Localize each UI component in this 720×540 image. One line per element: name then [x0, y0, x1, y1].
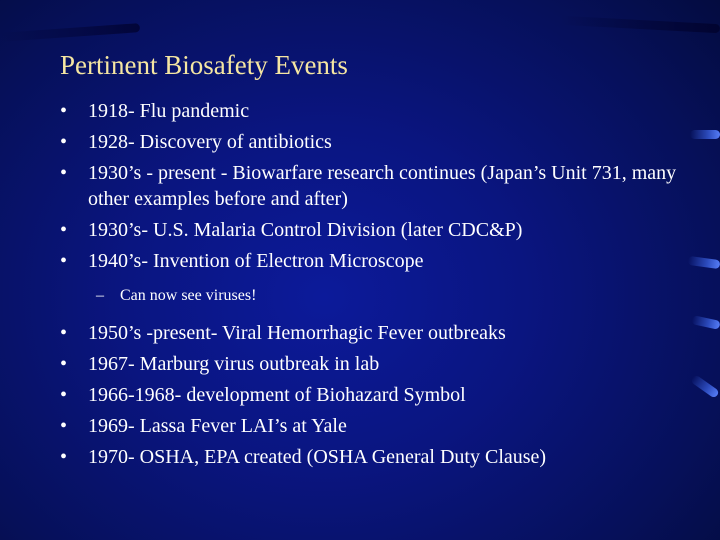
- bullet-text: 1940’s- Invention of Electron Microscope: [88, 250, 424, 272]
- bullet-text: 1969- Lassa Fever LAI’s at Yale: [88, 415, 347, 437]
- bullet-text: 1930’s - present - Biowarfare research continues (Japan’s Unit 731, many other examples before and after): [88, 162, 677, 210]
- bullet-item: [60, 444, 700, 470]
- sub-bullet-marker: –: [96, 287, 104, 304]
- bullet-text: 1930’s- U.S. Malaria Control Division (later CDC&P): [88, 219, 523, 241]
- sub-bullet-item: [60, 284, 700, 308]
- bullet-marker: •: [60, 384, 68, 406]
- bullet-text: 1950’s -present- Viral Hemorrhagic Fever outbreaks: [88, 322, 506, 344]
- slide-title: Pertinent Biosafety Events: [60, 50, 348, 80]
- bullet-item: [60, 320, 700, 346]
- bullet-item: [60, 382, 700, 408]
- decorative-streak: [560, 16, 720, 33]
- bullet-marker: •: [60, 162, 68, 184]
- bullet-item: [60, 160, 700, 212]
- bullet-text: 1928- Discovery of antibiotics: [88, 131, 332, 153]
- bullet-list: [60, 98, 700, 475]
- bullet-marker: •: [60, 100, 68, 122]
- bullet-text: 1918- Flu pandemic: [88, 100, 250, 122]
- bullet-item: [60, 351, 700, 377]
- bullet-text: 1970- OSHA, EPA created (OSHA General Duty Clause): [88, 446, 547, 468]
- bullet-text: 1966-1968- development of Biohazard Symbol: [88, 384, 466, 406]
- bullet-marker: •: [60, 250, 68, 272]
- bullet-item: [60, 129, 700, 155]
- bullet-text: 1967- Marburg virus outbreak in lab: [88, 353, 380, 375]
- bullet-marker: •: [60, 131, 68, 153]
- bullet-marker: •: [60, 353, 68, 375]
- bullet-marker: •: [60, 322, 68, 344]
- bullet-item: [60, 98, 700, 124]
- bullet-marker: •: [60, 219, 68, 241]
- bullet-item: [60, 413, 700, 439]
- bullet-marker: •: [60, 415, 68, 437]
- decorative-streak: [0, 23, 140, 42]
- bullet-item: [60, 248, 700, 274]
- bullet-marker: •: [60, 446, 68, 468]
- sub-bullet-text: Can now see viruses!: [120, 287, 257, 304]
- bullet-item: [60, 217, 700, 243]
